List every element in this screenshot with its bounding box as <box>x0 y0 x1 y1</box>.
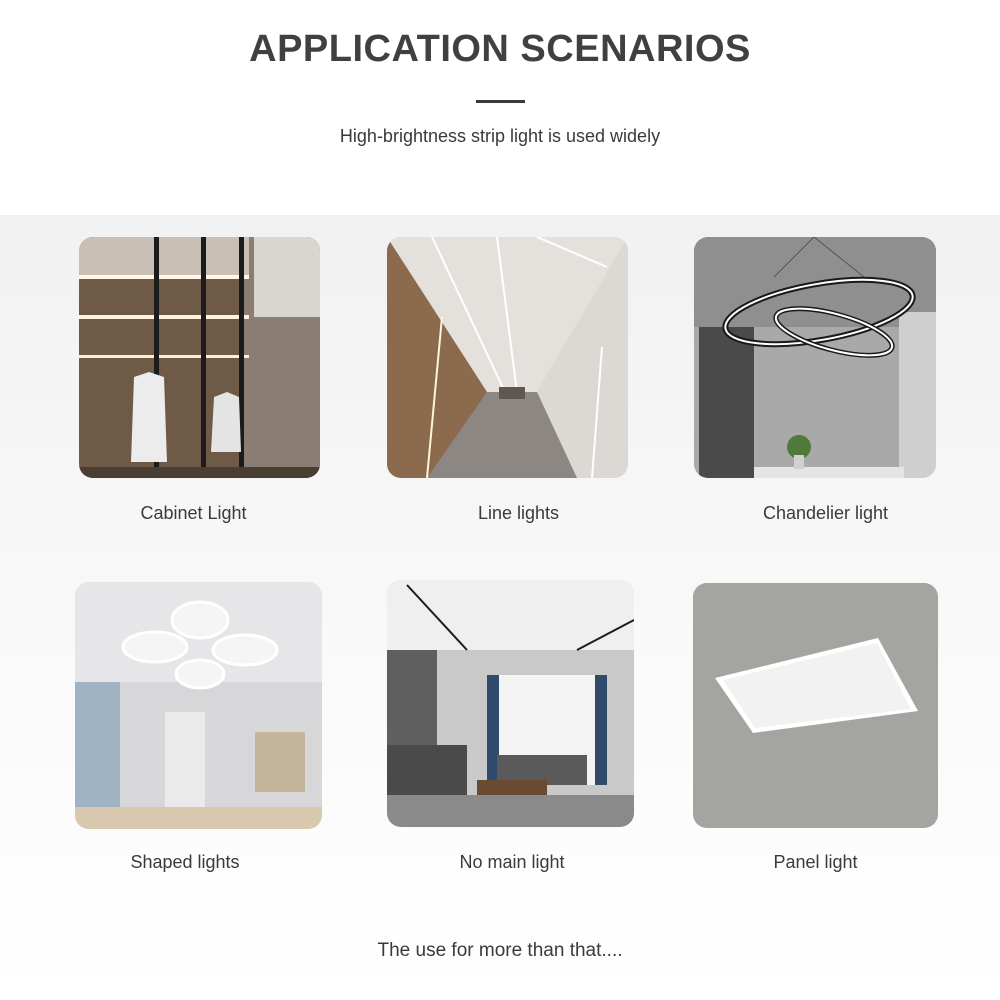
petal-ceiling-light-photo <box>75 582 322 829</box>
footer-note: The use for more than that.... <box>377 940 623 961</box>
title-divider <box>476 100 525 103</box>
caption-no-main-light: No main light <box>459 852 565 872</box>
page-subtitle: High-brightness strip light is used widely <box>339 126 661 146</box>
corridor-line-lights-photo <box>387 237 628 478</box>
caption-cabinet-light: Cabinet Light <box>140 503 247 523</box>
ring-chandelier-photo <box>694 237 936 478</box>
cabinet-light-image <box>79 237 320 478</box>
caption-shaped-lights: Shaped lights <box>130 852 240 872</box>
page-title: APPLICATION SCENARIOS <box>249 28 751 70</box>
chandelier-light-image <box>694 237 936 478</box>
panel-light-image <box>693 583 938 828</box>
shaped-lights-image <box>75 582 322 829</box>
wardrobe-cabinet-photo <box>79 237 320 478</box>
ceiling-panel-light-photo <box>693 583 938 828</box>
living-room-track-light-photo <box>387 580 634 827</box>
caption-line-lights: Line lights <box>477 503 560 523</box>
no-main-light-image <box>387 580 634 827</box>
caption-chandelier-light: Chandelier light <box>762 503 889 523</box>
caption-panel-light: Panel light <box>773 852 858 872</box>
line-lights-image <box>387 237 628 478</box>
